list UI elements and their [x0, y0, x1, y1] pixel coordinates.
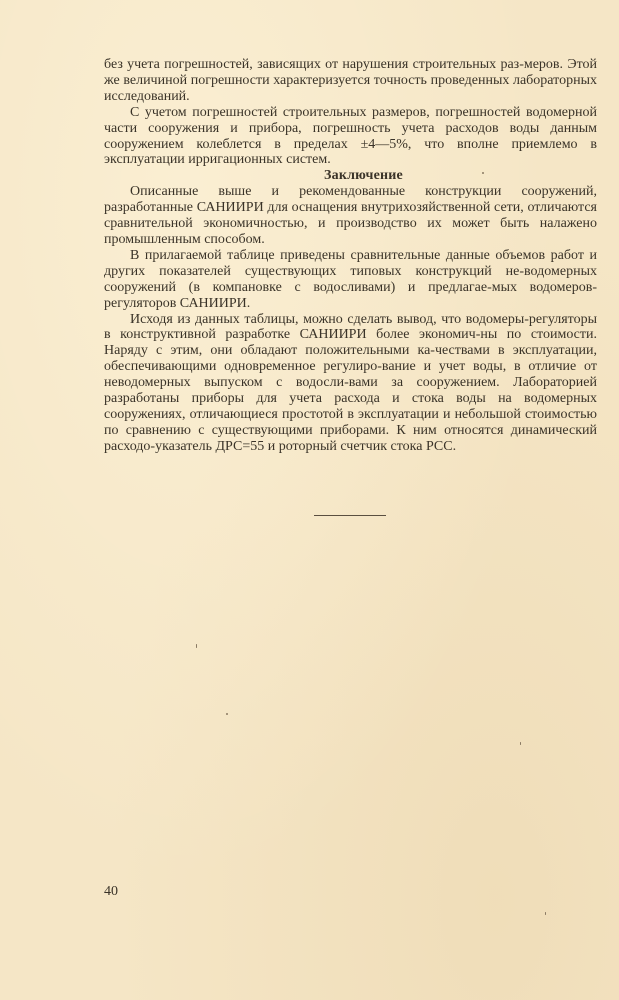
paragraph-4: В прилагаемой таблице приведены сравнительные данные объемов работ и других показателей существующих типовых конструкций не-водомерных сооружений (в компановке с водосливами) и предлагае-мых водомеров-регуляторов САНИИРИ.	[104, 247, 597, 311]
paragraph-5: Исходя из данных таблицы, можно сделать вывод, что водомеры-регуляторы в конструктивной разработке САНИИРИ более экономич-ны по стоимости. Наряду с этим, они обладают положительными ка-чествами в эксплуатации, обеспечивающими одновременное регулиро-вание и учет воды, в отличие от неводомерных выпуском с водосли-вами за сооружением. Лабораторией разработаны приборы для учета расхода и стока воды на водомерных сооружениях, отличающиеся простотой в эксплуатации и небольшой стоимостью по сравнению с существующими приборами. К ним относятся динамический расходо-указатель ДРС=55 и роторный счетчик стока РСС.	[104, 311, 597, 454]
paper-speck	[520, 742, 521, 745]
paper-speck	[482, 172, 484, 174]
paragraph-3: Описанные выше и рекомендованные конструкции сооружений, разработанные САНИИРИ для оснащения внутрихозяйственной сети, отличаются сравнительной экономичностью, и производство их может быть налажено промышленным способом.	[104, 184, 597, 247]
paragraph-2: С учетом погрешностей строительных размеров, погрешностей водомерной части сооружения и прибора, погрешность учета расходов воды данным сооружением колеблется в пределах ±4—5%, что вполне приемлемо в эксплуатации ирригационных систем.	[104, 104, 597, 168]
paper-speck	[196, 644, 197, 648]
section-heading: Заключение	[324, 168, 403, 184]
paper-speck	[226, 713, 228, 715]
section-end-rule	[314, 515, 386, 516]
paragraph-1: без учета погрешностей, зависящих от нарушения строительных раз-меров. Этой же величиной погрешности характеризуется точность проведенных лабораторных исследований.	[104, 57, 597, 104]
page-number: 40	[104, 884, 118, 899]
body-text	[104, 57, 597, 455]
paper-speck	[545, 912, 546, 915]
